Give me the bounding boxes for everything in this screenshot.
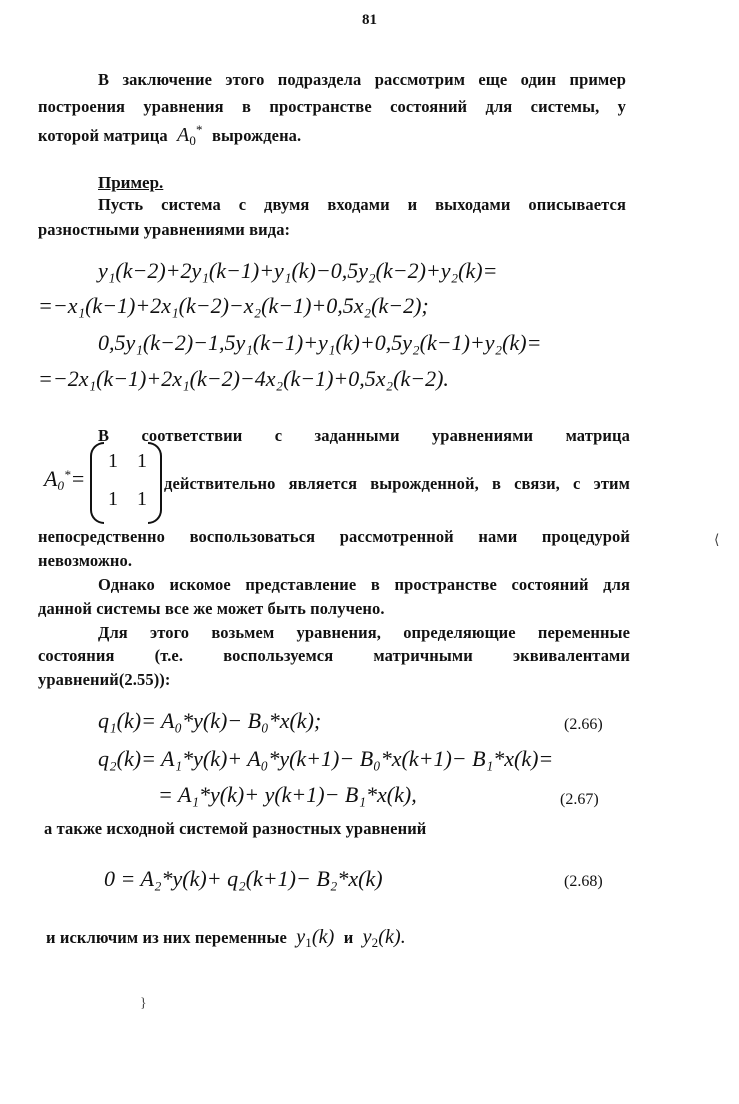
matrix-right-paren [148, 442, 162, 524]
intro-line-3-end: вырождена. [211, 126, 302, 145]
final-text-start: и исключим из них переменные [46, 928, 287, 947]
matrix-paragraph-line-3: непосредственно воспользоваться рассмотренной нами процедурой [38, 527, 630, 546]
intro-line-2: построения уравнения в пространстве состояний для системы, у [38, 97, 626, 116]
page-number: 81 [362, 12, 377, 28]
example-line-2: разностными уравнениями вида: [38, 220, 291, 239]
scan-mark: } [140, 996, 147, 1011]
paragraph-3-line-1: Для этого возьмем уравнения, определяющие переменные [98, 623, 630, 642]
word: уравнениями [431, 426, 534, 445]
matrix-cell-2-1: 1 [108, 488, 118, 510]
matrix-paragraph-line-4: невозможно. [38, 551, 133, 570]
matrix-a0-star: $A_0^*$ [171, 122, 203, 148]
word: В [98, 426, 110, 445]
intro-line-3 [38, 122, 638, 149]
system-equation-1: y₁(k−2)+2y₁(k−1)+y₁(k)−0,5y₂(k−2)+y₂(k)= [98, 258, 498, 283]
paragraph-3-line-3: уравнений(2.55)): [38, 670, 171, 689]
system-equation-4: =−2x₁(k−1)+2x₁(k−2)−4x₂(k−1)+0,5x₂(k−2). [38, 366, 449, 391]
paragraph-2-line-2: данной системы все же может быть получено. [38, 599, 385, 618]
example-line-1: Пусть система с двумя входами и выходами описывается [98, 195, 626, 214]
margin-mark: ⟨ [714, 533, 720, 548]
matrix-cell-1-2: 1 [137, 450, 147, 472]
matrix-lhs: $A_0^*=$ [44, 466, 86, 493]
equation-2-68: 0 = A₂*y(k)+ q₂(k+1)− B₂*x(k) [104, 866, 383, 891]
matrix-cell-1-1: 1 [108, 450, 118, 472]
matrix-paragraph-line-1 [98, 422, 630, 449]
also-text: а также исходной системой разностных уравнений [44, 819, 427, 838]
matrix-left-paren [90, 442, 104, 524]
singular-matrix [44, 440, 174, 522]
equation-2-66-number: (2.66) [564, 716, 603, 733]
intro-line-3-start: которой матрица [38, 126, 168, 145]
paragraph-3-line-2: состояния (т.е. воспользуемся матричными эквивалентами [38, 646, 630, 665]
variable-y1: $y_1(k)$ [291, 926, 340, 950]
matrix-paragraph-line-2: действительно является вырожденной, в связи, с этим [164, 474, 630, 493]
word: соответствии [141, 426, 243, 445]
final-line [46, 924, 406, 951]
word: заданными [314, 426, 400, 445]
word: с [274, 426, 283, 445]
system-equation-2: =−x₁(k−1)+2x₁(k−2)−x₂(k−1)+0,5x₂(k−2); [38, 293, 429, 318]
example-heading: Пример. [98, 173, 164, 192]
equation-2-67-line-2: = A₁*y(k)+ y(k+1)− B₁*x(k), [158, 782, 417, 807]
equation-2-67-number: (2.67) [560, 791, 599, 808]
system-equation-3: 0,5y₁(k−2)−1,5y₁(k−1)+y₁(k)+0,5y₂(k−1)+y₂(k)= [98, 330, 542, 355]
equation-2-67-line-1: q₂(k)= A₁*y(k)+ A₀*y(k+1)− B₀*x(k+1)− B₁*x(k)= [98, 746, 554, 771]
intro-line-1: В заключение этого подраздела рассмотрим еще один пример [98, 70, 626, 89]
word: матрица [565, 426, 630, 445]
equation-2-68-number: (2.68) [564, 873, 603, 890]
equation-2-66: q₁(k)= A₀*y(k)− B₀*x(k); [98, 708, 322, 733]
variable-y2: $y_2(k)$. [357, 926, 406, 950]
paragraph-2-line-1: Однако искомое представление в пространстве состояний для [98, 575, 630, 594]
final-conj: и [343, 928, 354, 947]
matrix-cell-2-2: 1 [137, 488, 147, 510]
